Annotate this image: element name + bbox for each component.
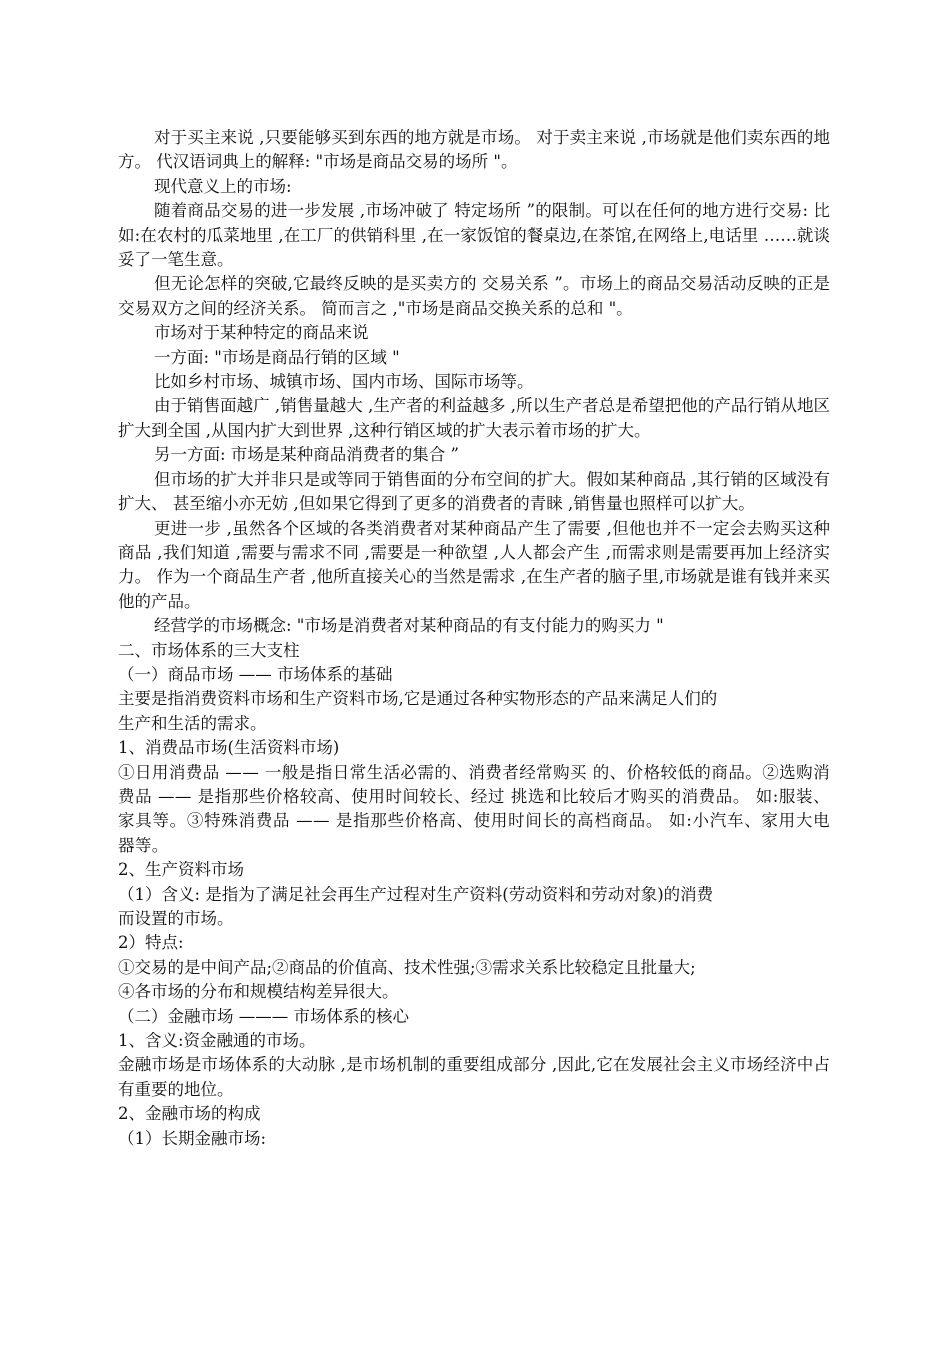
paragraph-exchange-relations: 但无论怎样的突破,它最终反映的是买卖方的 交易关系 ”。市场上的商品交易活动反映的正是交易双方之间的经济关系。 简而言之 ,"市场是商品交换关系的总和 "。: [118, 274, 830, 318]
paragraph-market-expansion: 但市场的扩大并非只是或等同于销售面的分布空间的扩大。假如某种商品 ,其行销的区域没有扩大、 甚至缩小亦无妨 ,但如果它得到了更多的消费者的青睐 ,销售量也照样可以扩大。: [118, 469, 830, 514]
paragraph-buyer-seller-definition: 对于买主来说 ,只要能够买到东西的地方就是市场。 对于卖主来说 ,市场就是他们卖东西的地方。 代汉语词典上的解释: "市场是商品交易的场所 "。: [118, 128, 830, 172]
paragraph-trade-development: 随着商品交易的进一步发展 ,市场冲破了 特定场所 ”的限制。可以在任何的地方进行交易: 比如:在农村的瓜菜地里 ,在工厂的供销科里 ,在一家饭馆的餐桌边,在茶馆,在网络上,电话里 ……就谈妥了一笔生意。: [118, 201, 830, 270]
heading-long-term-financial-market: （1）长期金融市场:: [118, 1128, 267, 1148]
document-body: [118, 126, 830, 1151]
paragraph-commodity-market-desc: 主要是指消费资料市场和生产资料市场,它是通过各种实物形态的产品来满足人们的 生产和生活的需求。: [118, 689, 718, 733]
paragraph-consumer-collection: 另一方面: 市场是某种商品消费者的集合 ”: [154, 445, 459, 465]
heading-commodity-market: （一）商品市场 —— 市场体系的基础: [118, 664, 393, 684]
paragraph-financial-market-meaning: 1、含义:资金融通的市场。: [118, 1031, 316, 1051]
paragraph-management-concept: 经营学的市场概念: "市场是消费者对某种商品的有支付能力的购买力 ": [154, 616, 664, 636]
heading-characteristics: 2）特点:: [118, 933, 184, 953]
paragraph-characteristics-list: ①交易的是中间产品;②商品的价值高、技术性强;③需求关系比较稳定且批量大; ④各市场的分布和规模结构差异很大。: [118, 957, 696, 1002]
paragraph-market-examples: 比如乡村市场、城镇市场、国内市场、国际市场等。: [154, 372, 534, 392]
paragraph-production-materials-meaning: （1）含义: 是指为了满足社会再生产过程对生产资料(劳动资料和劳动对象)的消费 而设置的市场。: [118, 884, 714, 928]
heading-financial-market: （二）金融市场 ——— 市场体系的核心: [118, 1006, 409, 1026]
heading-financial-market-composition: 2、金融市场的构成: [118, 1104, 261, 1124]
paragraph-need-vs-demand: 更进一步 ,虽然各个区域的各类消费者对某种商品产生了需要 ,但他也并不一定会去购买这种商品 ,我们知道 ,需要与需求不同 ,需要是一种欲望 ,人人都会产生 ,而需求则是需要再加上经济实力。 作为一个商品生产者 ,他所直接关心的当然是需求 ,在生产者的脑子里,市场就是谁有钱并来买他的产品。: [118, 518, 830, 611]
paragraph-financial-market-importance: 金融市场是市场体系的大动脉 ,是市场机制的重要组成部分 ,因此,它在发展社会主义市场经济中占有重要的地位。: [118, 1055, 830, 1099]
paragraph-modern-market-heading: 现代意义上的市场:: [154, 176, 292, 196]
paragraph-sales-region: 一方面: "市场是商品行销的区域 ": [154, 347, 400, 367]
heading-consumer-goods-market: 1、消费品市场(生活资料市场): [118, 738, 340, 758]
heading-three-pillars: 二、市场体系的三大支柱: [118, 640, 300, 660]
paragraph-specific-goods: 市场对于某种特定的商品来说: [154, 323, 369, 343]
paragraph-consumer-goods-types: ①日用消费品 —— 一般是指日常生活必需的、消费者经常购买 的、价格较低的商品。②选购消费品 —— 是指那些价格较高、使用时间较长、经过 挑选和比较后才购买的消费品。 如:服装、家具等。③特殊消费品 —— 是指那些价格高、使用时间长的高档商品。 如:小汽车、家用大电器等。: [118, 762, 830, 855]
paragraph-sales-expansion: 由于销售面越广 ,销售量越大 ,生产者的利益越多 ,所以生产者总是希望把他的产品行销从地区扩大到全国 ,从国内扩大到世界 ,这种行销区域的扩大表示着市场的扩大。: [118, 396, 830, 440]
heading-production-materials-market: 2、生产资料市场: [118, 860, 244, 880]
